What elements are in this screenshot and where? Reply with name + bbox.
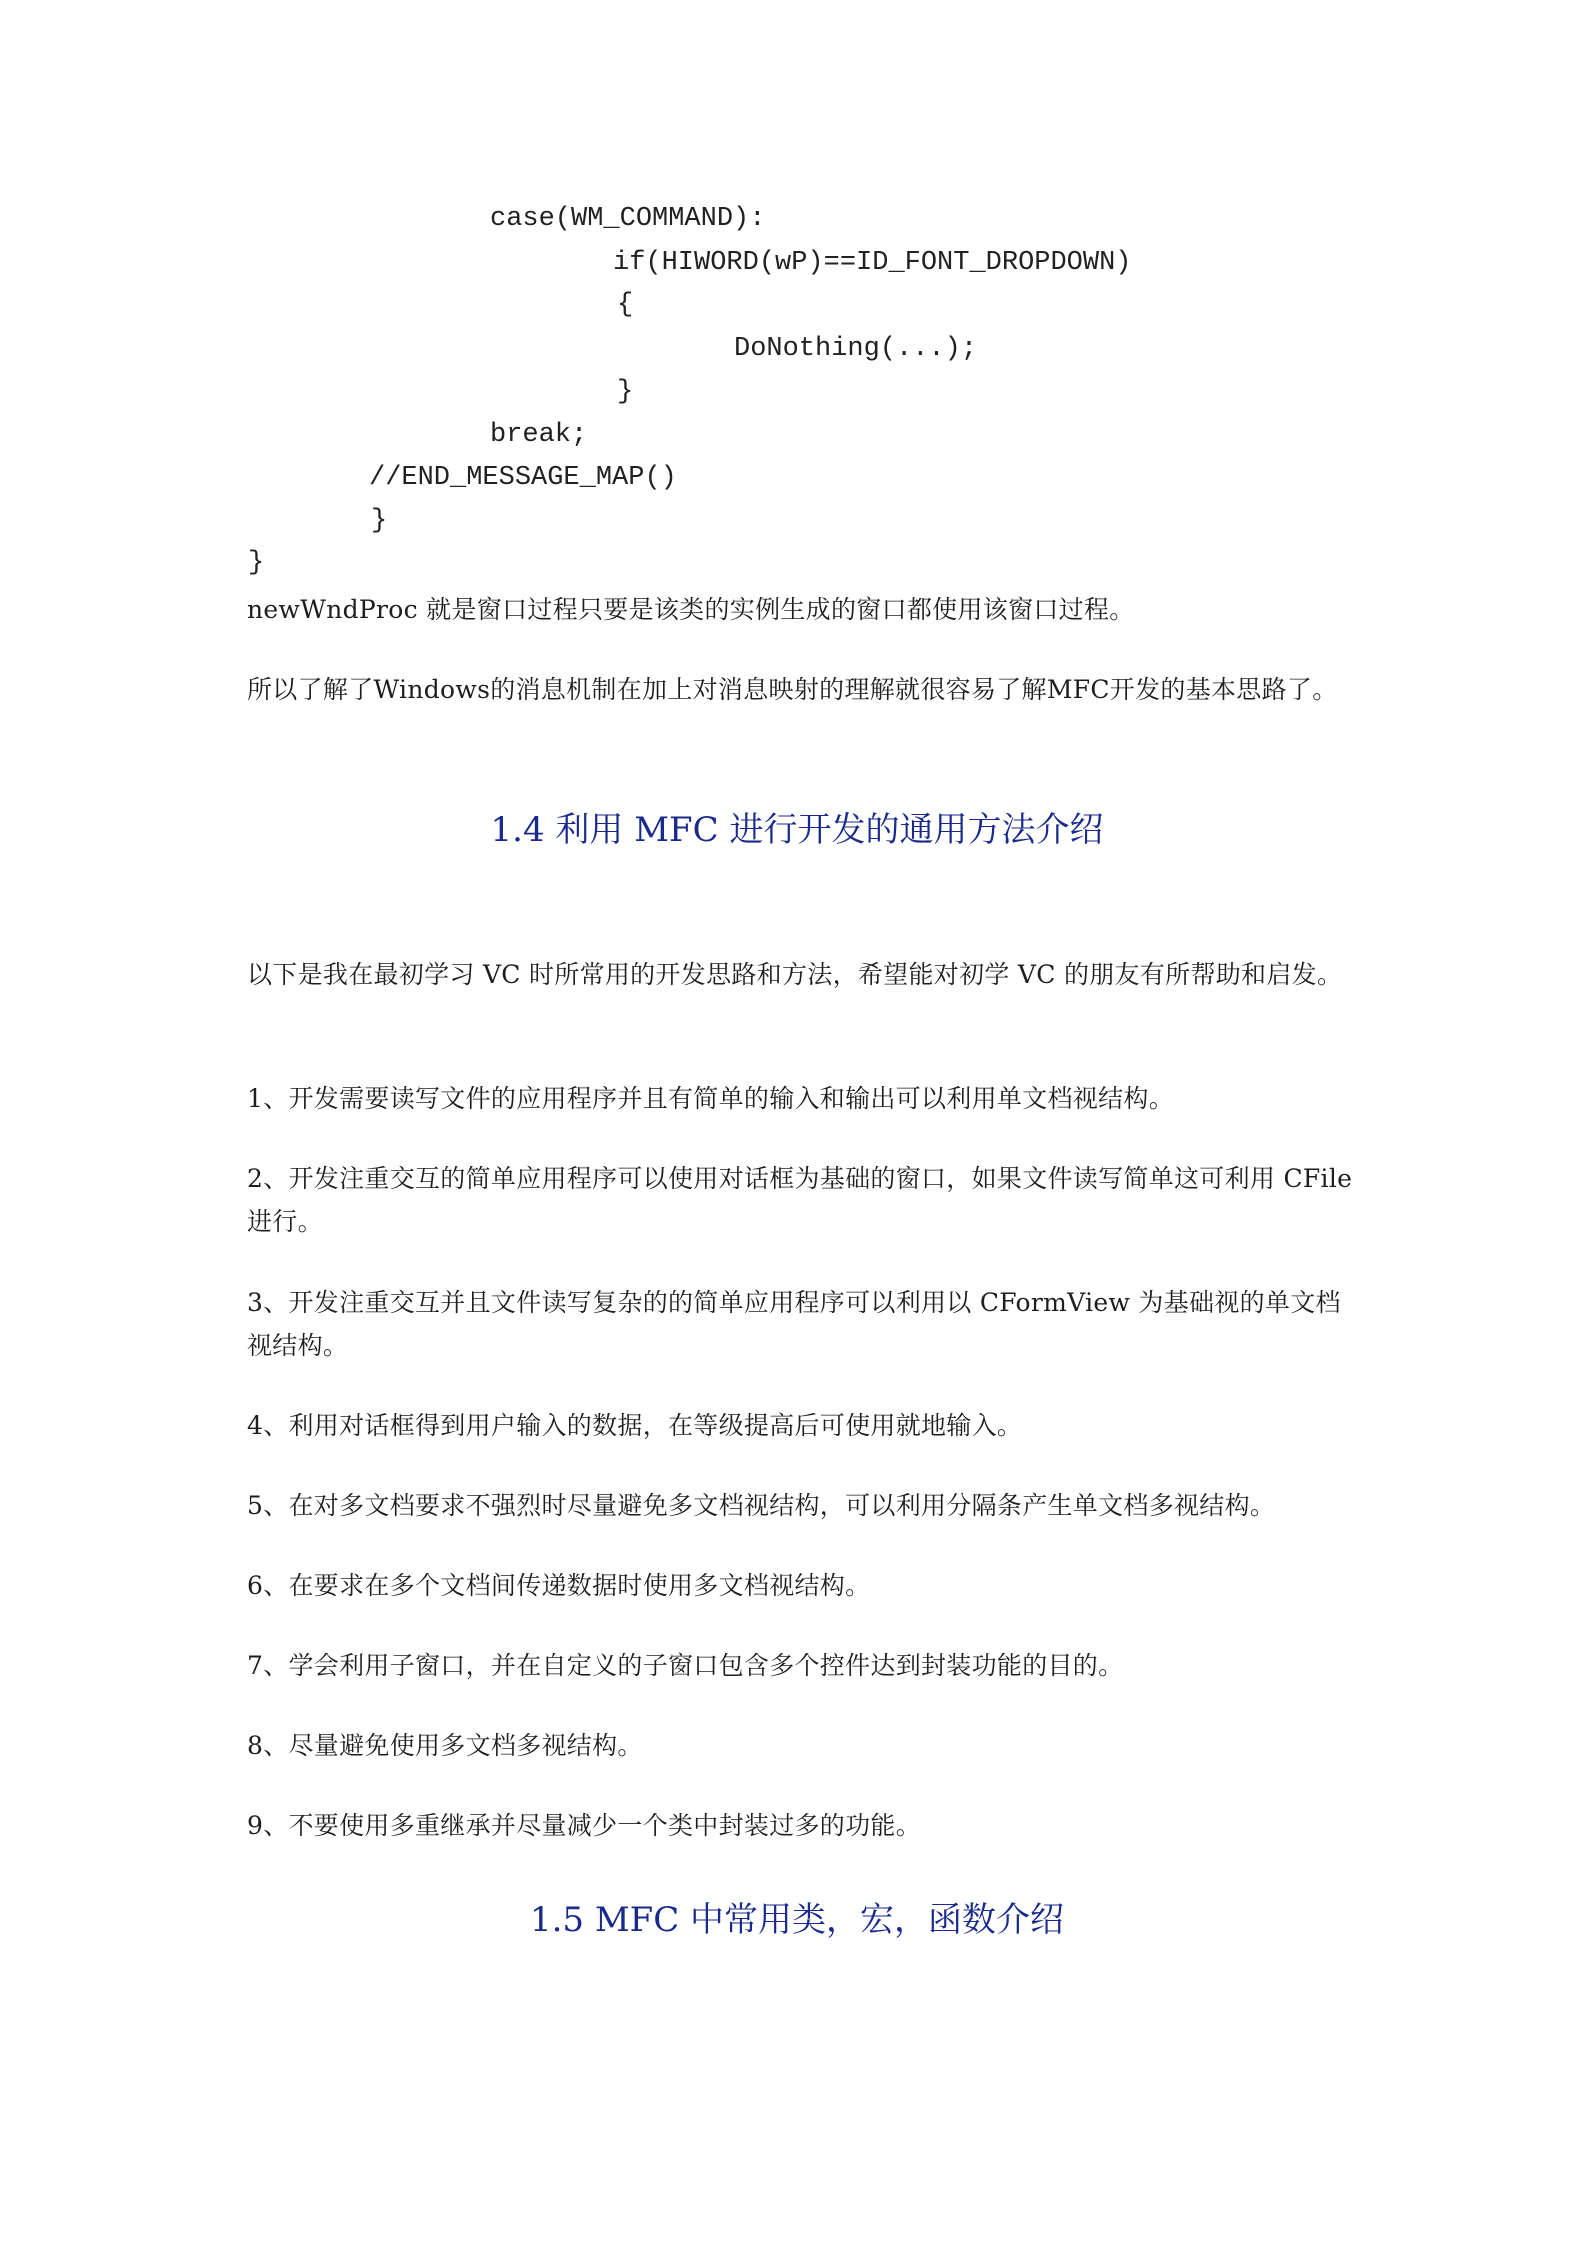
list-item: 3、开发注重交互并且文件读写复杂的的简单应用程序可以利用以 CFormView 为基础视的单文档视结构。 bbox=[247, 1288, 1341, 1360]
code-line: case(WM_COMMAND): bbox=[490, 204, 766, 234]
section-heading-1-4: 1.4 利用 MFC 进行开发的通用方法介绍 bbox=[490, 810, 1104, 850]
list-item: 7、学会利用子窗口，并在自定义的子窗口包含多个控件达到封装功能的目的。 bbox=[247, 1651, 1124, 1680]
list-item: 6、在要求在多个文档间传递数据时使用多文档视结构。 bbox=[247, 1571, 871, 1600]
list-item: 2、开发注重交互的简单应用程序可以使用对话框为基础的窗口，如果文件读写简单这可利用 CFile 进行。 bbox=[247, 1164, 1353, 1236]
code-line: break; bbox=[490, 420, 588, 450]
code-line: DoNothing(...); bbox=[734, 334, 978, 364]
code-line: if(HIWORD(wP)==ID_FONT_DROPDOWN) bbox=[613, 248, 1132, 278]
paragraph-windows-messages: 所以了解了Windows的消息机制在加上对消息映射的理解就很容易了解MFC开发的基本思路了。 bbox=[247, 675, 1338, 704]
list-item: 9、不要使用多重继承并尽量减少一个类中封装过多的功能。 bbox=[247, 1811, 922, 1840]
code-line: } bbox=[248, 548, 265, 578]
list-item: 8、尽量避免使用多文档多视结构。 bbox=[247, 1731, 643, 1760]
code-line: } bbox=[617, 377, 634, 407]
code-line: { bbox=[617, 290, 634, 320]
list-item: 5、在对多文档要求不强烈时尽量避免多文档视结构，可以利用分隔条产生单文档多视结构。 bbox=[247, 1491, 1276, 1520]
section-intro: 以下是我在最初学习 VC 时所常用的开发思路和方法，希望能对初学 VC 的朋友有所帮助和启发。 bbox=[247, 960, 1343, 989]
section-heading-1-5: 1.5 MFC 中常用类，宏，函数介绍 bbox=[529, 1900, 1065, 1940]
paragraph-newwndproc: newWndProc 就是窗口过程只要是该类的实例生成的窗口都使用该窗口过程。 bbox=[247, 595, 1135, 624]
code-line: //END_MESSAGE_MAP() bbox=[369, 463, 677, 493]
list-item: 4、利用对话框得到用户输入的数据，在等级提高后可使用就地输入。 bbox=[247, 1411, 1023, 1440]
code-line: } bbox=[371, 506, 388, 536]
list-item: 1、开发需要读写文件的应用程序并且有简单的输入和输出可以利用单文档视结构。 bbox=[247, 1084, 1175, 1113]
